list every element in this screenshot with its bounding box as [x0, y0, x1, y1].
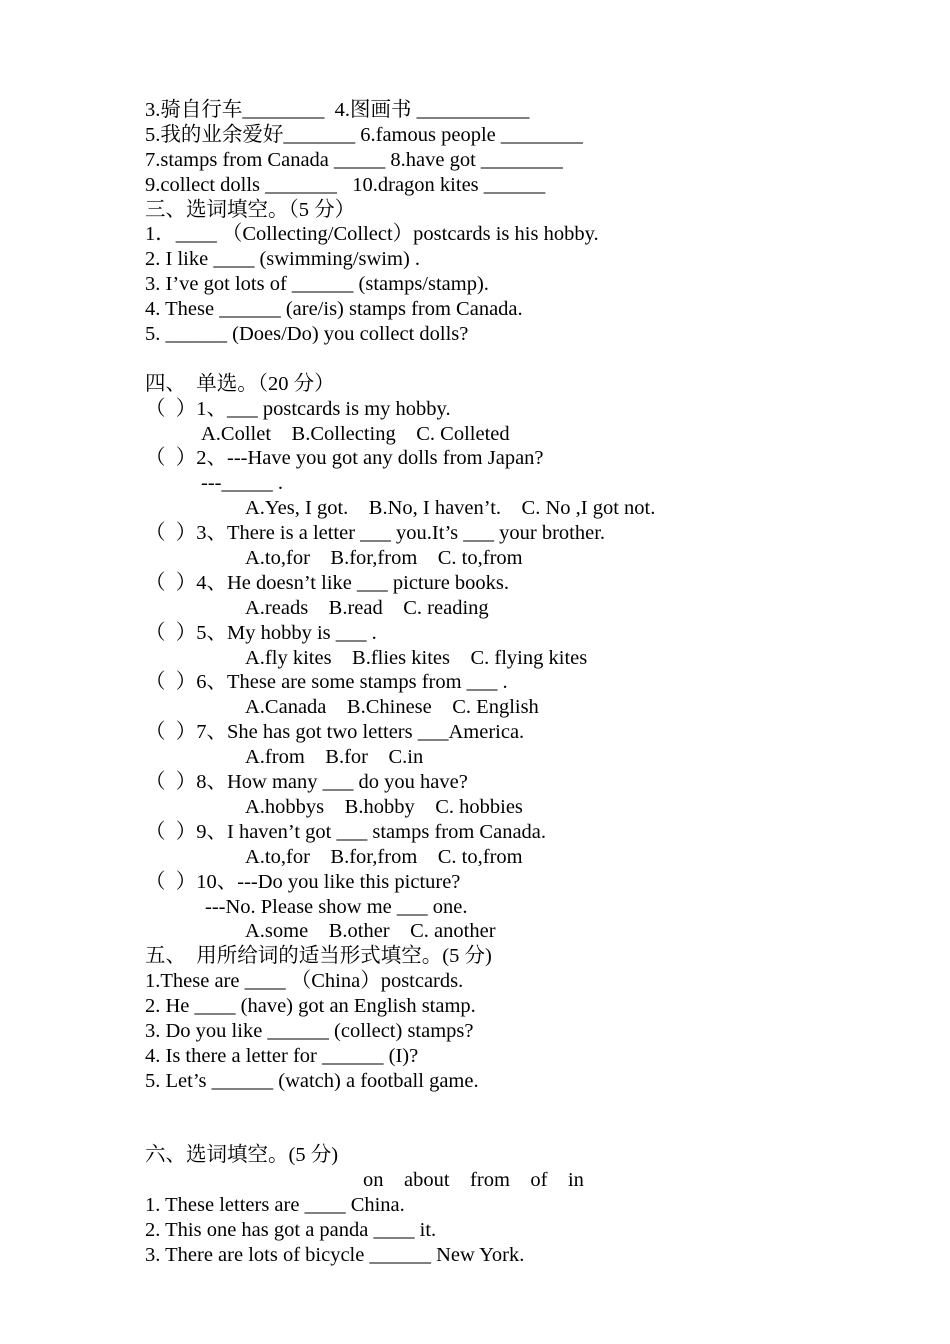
section-4: [145, 372, 865, 944]
exercise-item: 5. Let’s ______ (watch) a football game.: [145, 1069, 479, 1092]
question-options: A.some B.other C. another: [245, 920, 496, 943]
exercise-item: 2. This one has got a panda ____ it.: [145, 1219, 437, 1242]
question-options: A.to,for B.for,from C. to,from: [245, 547, 523, 570]
section-heading: 六、选词填空。(5 分): [145, 1144, 339, 1167]
question: （ ）4、He doesn’t like ___ picture books.: [145, 571, 510, 594]
exercise-item: 4. Is there a letter for ______ (I)?: [145, 1044, 419, 1067]
question-options: A.fly kites B.flies kites C. flying kites: [245, 646, 588, 669]
vocab-line: 5.我的业余爱好_______ 6.famous people ________: [145, 123, 583, 146]
question-options: A.Canada B.Chinese C. English: [245, 696, 539, 719]
word-bank: on about from of in: [363, 1169, 584, 1192]
exercise-item: 3. Do you like ______ (collect) stamps?: [145, 1019, 474, 1042]
exercise-item: 1. These letters are ____ China.: [145, 1194, 405, 1217]
question: （ ）3、There is a letter ___ you.It’s ___ your brother.: [145, 522, 606, 545]
question: （ ）7、She has got two letters ___America.: [145, 721, 525, 744]
question: （ ）9、I haven’t got ___ stamps from Canada.: [145, 820, 547, 843]
question-options: A.Yes, I got. B.No, I haven’t. C. No ,I got not.: [245, 497, 656, 520]
section-3: [145, 198, 865, 347]
vocab-line: 3.骑自行车________ 4.图画书 ___________: [145, 99, 530, 121]
section-heading: 三、选词填空。（5 分）: [145, 198, 356, 221]
exercise-item: 5. ______ (Does/Do) you collect dolls?: [145, 323, 469, 346]
vocab-line: 9.collect dolls _______ 10.dragon kites ______: [145, 173, 546, 196]
section-heading: 五、 用所给词的适当形式填空。(5 分): [145, 945, 492, 968]
section-2-tail: [145, 98, 865, 198]
section-heading: 四、 单选。（20 分）: [145, 372, 335, 395]
question: （ ）8、How many ___ do you have?: [145, 771, 468, 794]
exercise-item: 2. I like ____ (swimming/swim) .: [145, 248, 421, 271]
question: （ ）1、___ postcards is my hobby.: [145, 397, 451, 420]
question-options: A.from B.for C.in: [245, 746, 424, 769]
question-answer-line: ---_____ .: [201, 472, 283, 495]
section-6: [145, 1143, 865, 1267]
exercise-item: 2. He ____ (have) got an English stamp.: [145, 995, 476, 1018]
exercise-item: 1．____ （Collecting/Collect）postcards is his hobby.: [145, 223, 599, 246]
exercise-item: 3. There are lots of bicycle ______ New York.: [145, 1243, 525, 1266]
exercise-item: 1.These are ____ （China）postcards.: [145, 970, 464, 993]
question-options: A.reads B.read C. reading: [245, 596, 489, 619]
question-options: A.Collet B.Collecting C. Colleted: [201, 422, 510, 445]
question-options: A.to,for B.for,from C. to,from: [245, 845, 523, 868]
exercise-item: 4. These ______ (are/is) stamps from Canada.: [145, 298, 523, 321]
question: （ ）6、These are some stamps from ___ .: [145, 671, 508, 694]
question-options: A.hobbys B.hobby C. hobbies: [245, 795, 523, 818]
section-5: [145, 944, 865, 1093]
exercise-item: 3. I’ve got lots of ______ (stamps/stamp).: [145, 273, 489, 296]
question: （ ）2、---Have you got any dolls from Japan?: [145, 447, 544, 470]
question: （ ）10、---Do you like this picture?: [145, 870, 461, 893]
spacer: [145, 1094, 865, 1144]
question-answer-line: ---No. Please show me ___ one.: [205, 895, 468, 918]
vocab-line: 7.stamps from Canada _____ 8.have got ________: [145, 148, 563, 171]
worksheet-page: [145, 98, 865, 1268]
question: （ ）5、My hobby is ___ .: [145, 621, 377, 644]
spacer: [145, 347, 865, 372]
